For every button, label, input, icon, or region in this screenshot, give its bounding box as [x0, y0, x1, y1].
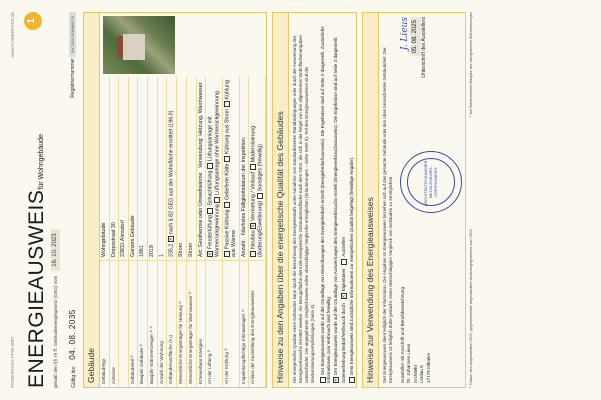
table-row: Anlass der Ausstellung des Energieausweises Neubau ✕Vermietung / Verkauf Modernisierung (Änderung/Erweiterung) Sonstiges (freiwillig)	[249, 77, 266, 387]
lueftung-schacht-checkbox[interactable]	[207, 208, 213, 214]
building-heading: Gebäude	[84, 13, 100, 387]
architect-stamp: ARCHITEKTENKAMMER · MECKLENBURG-VORPOMMERN	[400, 151, 462, 213]
table-row: Gebäudeteil ²⁾ Ganzes Gebäude	[128, 77, 138, 387]
building-photo	[103, 16, 175, 74]
option-zusatz: Dem Energieausweis sind zusätzliche Informationen zur energetischen Qualität beigefügt (freiwillige Angabe).	[348, 13, 356, 387]
kuehlung-strom-checkbox[interactable]	[224, 156, 230, 162]
page-title: ENERGIEAUSWEISfür Wohngebäude	[24, 134, 48, 388]
table-row: Baujahr Gebäude ³⁾ 1861	[138, 77, 148, 387]
page-number-badge: 1	[24, 12, 42, 30]
table-row: Wesentliche Energieträger für Heizung ³⁾ Strom	[177, 77, 187, 387]
signature: J. Lieus	[399, 17, 410, 51]
registration-row	[68, 12, 78, 388]
anlass-sonstiges-checkbox[interactable]	[257, 193, 263, 199]
table-row: Inspektionspflichtige Klimaanlagen ⁵⁾ Anzahl: Nächstes Fälligkeitsdatum der Inspektion:	[239, 77, 249, 387]
table-row: Wesentliche Energieträger für Warmwasser ³⁾ Strom	[186, 77, 196, 387]
title-row	[24, 12, 61, 388]
option-verbrauch: ✕Der Energieausweis wurde auf der Grundlage von Auswertungen des Energieverbrauchs erstellt (Energieverbrauchsausweis). Die Ergebnisse sind auf Seite 3 dargestellt.	[333, 36, 339, 382]
signature-label: Unterschrift des Ausstellers	[420, 17, 427, 78]
gesetz-date: 16. 10. 2023	[51, 229, 61, 270]
registration-number: Registriernummer BY-2025-005886170	[70, 12, 76, 98]
aussteller-address: Aussteller mit Anschrift und Berufsbezeichnung Dr. Johannes Lieus Architekt Lindau 8 17179 Altkalen	[399, 286, 431, 383]
kuehlung-kaelte-checkbox[interactable]	[224, 202, 230, 208]
registration-number-value: BY-2025-005886170	[69, 12, 76, 57]
aussteller-label: Aussteller mit Anschrift und Berufsbezeichnung	[399, 286, 405, 383]
footer-right: ⁴⁾ bei Wärmenetzen Baujahr der übergebenen Wärmeerzeuger	[468, 12, 473, 118]
table-row: Gebäudetyp Wohngebäude	[100, 77, 109, 387]
option-bedarf: Der Energieausweis wurde auf der Grundlage von Berechnungen des Energiebedarfs erstellt (Energiebedarfsausweis). Die Ergebnisse sind auf Seite 2 dargestellt. Zusätzliche Informationen zum Verbrauch sind freiwillig.	[319, 26, 331, 383]
kuehlung-passiv-checkbox[interactable]	[224, 251, 230, 257]
footer-left: ¹⁾ Datum des angewandten GEG, gegebenenfalls angewandten Änderungsgesetzes zum GEG	[468, 228, 473, 388]
building-body	[100, 13, 266, 387]
gesetz-line	[51, 134, 61, 388]
anlass-neubau-checkbox[interactable]	[250, 251, 256, 257]
table-row: Erneuerbare Energien Art: Geothermie oder Umweltwärme Verwendung: Heizung, Warmwasser	[196, 77, 206, 387]
hinweise-text: Die energetische Qualität eines Gebäudes kann durch die Berechnung des Energiebedarfs unter Annahme von standardisierten Randbedingungen oder durch die Auswertung des Energieverbrauchs ermittelt werden. Als Bezugsfläche dient die energetische Gebäudenutzfläche nach dem GEG, die sich in der Regel von den allgemeinen Wohnflächenangaben unterscheidet. Die angegebenen Vergleichswerte sollen überschlägige Vergleiche ermöglichen (Erläuterungen – siehe Seite 5). Teil des Energieausweises sind die Modernisierungsempfehlungen (Seite 4).	[292, 35, 315, 383]
anlass-modernisierung-checkbox[interactable]	[250, 164, 256, 170]
title-block	[24, 134, 61, 388]
header-bar	[10, 12, 16, 388]
verbrauch-checkbox[interactable]: ✕	[333, 378, 339, 382]
hinweise-section	[272, 12, 357, 388]
table-row: Baujahr Wärmeerzeuger ³⁾ ⁴⁾ 2019	[148, 77, 158, 387]
kuehlung-waerme-checkbox[interactable]	[224, 102, 230, 108]
footer	[469, 12, 474, 388]
valid-until: Gültig bis:04. 08. 2035	[68, 309, 78, 388]
valid-until-value: 04. 08. 2035	[68, 309, 78, 360]
table-row: Anzahl der Wohnung 1	[157, 77, 167, 387]
building-section	[83, 12, 267, 388]
header-right: www.POWERPASS.de	[10, 12, 15, 58]
verwendung-heading: Hinweise zur Verwendung des Energieausweises	[363, 13, 379, 387]
zusatz-checkbox[interactable]	[349, 377, 355, 383]
aussteller-checkbox[interactable]	[341, 259, 347, 265]
signature-date: 05. 08. 2025	[411, 17, 421, 56]
gemaess-text: gemäß den §§ 79 ff. Gebäudeenergiegesetz (GEG) vom	[52, 275, 58, 388]
an-note: nach § 82 GEG aus der Wohnfläche ermittelt	[168, 128, 175, 235]
aussteller-block	[397, 13, 465, 387]
an-checkbox[interactable]: ✕	[168, 237, 174, 241]
table-row: 23831 Almsdorf	[119, 77, 129, 387]
lueftung-wrg-checkbox[interactable]	[207, 163, 213, 169]
hinweise-heading: Hinweise zu den Angaben über die energetische Qualität des Gebäudes	[273, 13, 289, 387]
header-left: POWERPASS PPW-3007	[10, 336, 15, 388]
table-row: Gebäudenutzfläche (Aₙ) 235,2 ✕nach § 82 GEG aus der Wohnfläche ermittelt (196,0)	[167, 77, 177, 387]
verwendung-text: Der Energieausweis dient lediglich der Information. Die Angaben im Energieausweis beziehen sich auf das gesamte Gebäude oder den oben bezeichneten Gebäudeteil. Der Energieausweis ist lediglich dafür gedacht, einen überschlägigen Vergleich von Gebäuden zu ermöglichen.	[382, 47, 393, 383]
datenerhebung-row: Datenerhebung Bedarf/Verbrauch durch ✕Eigentümer Aussteller	[341, 236, 347, 383]
signature-block	[400, 17, 462, 78]
eigentuemer-checkbox[interactable]: ✕	[341, 294, 347, 299]
verwendung-section	[362, 12, 466, 388]
building-table	[100, 77, 266, 387]
table-row: Art der Kühlung ³⁾ Passive Kühlung Gelieferte Kälte Kühlung aus Strom Kühlung aus Wärme	[223, 77, 240, 387]
anlass-vermietung-checkbox[interactable]: ✕	[250, 224, 256, 228]
table-row: Adresse Dorpsstraat 30	[109, 77, 119, 387]
lueftung-owrg-checkbox[interactable]	[214, 197, 220, 203]
lueftung-fenster-checkbox[interactable]: ✕	[207, 252, 213, 256]
table-row: Art der Lüftung ³⁾ ✕Fensterlüftung Schachtlüftung Lüftungsanlage mit Wärmerückgewinnung Lüftungsanlage ohne Wärmerückgewinnung	[206, 77, 223, 387]
title-suffix: für Wohngebäude	[37, 134, 45, 190]
